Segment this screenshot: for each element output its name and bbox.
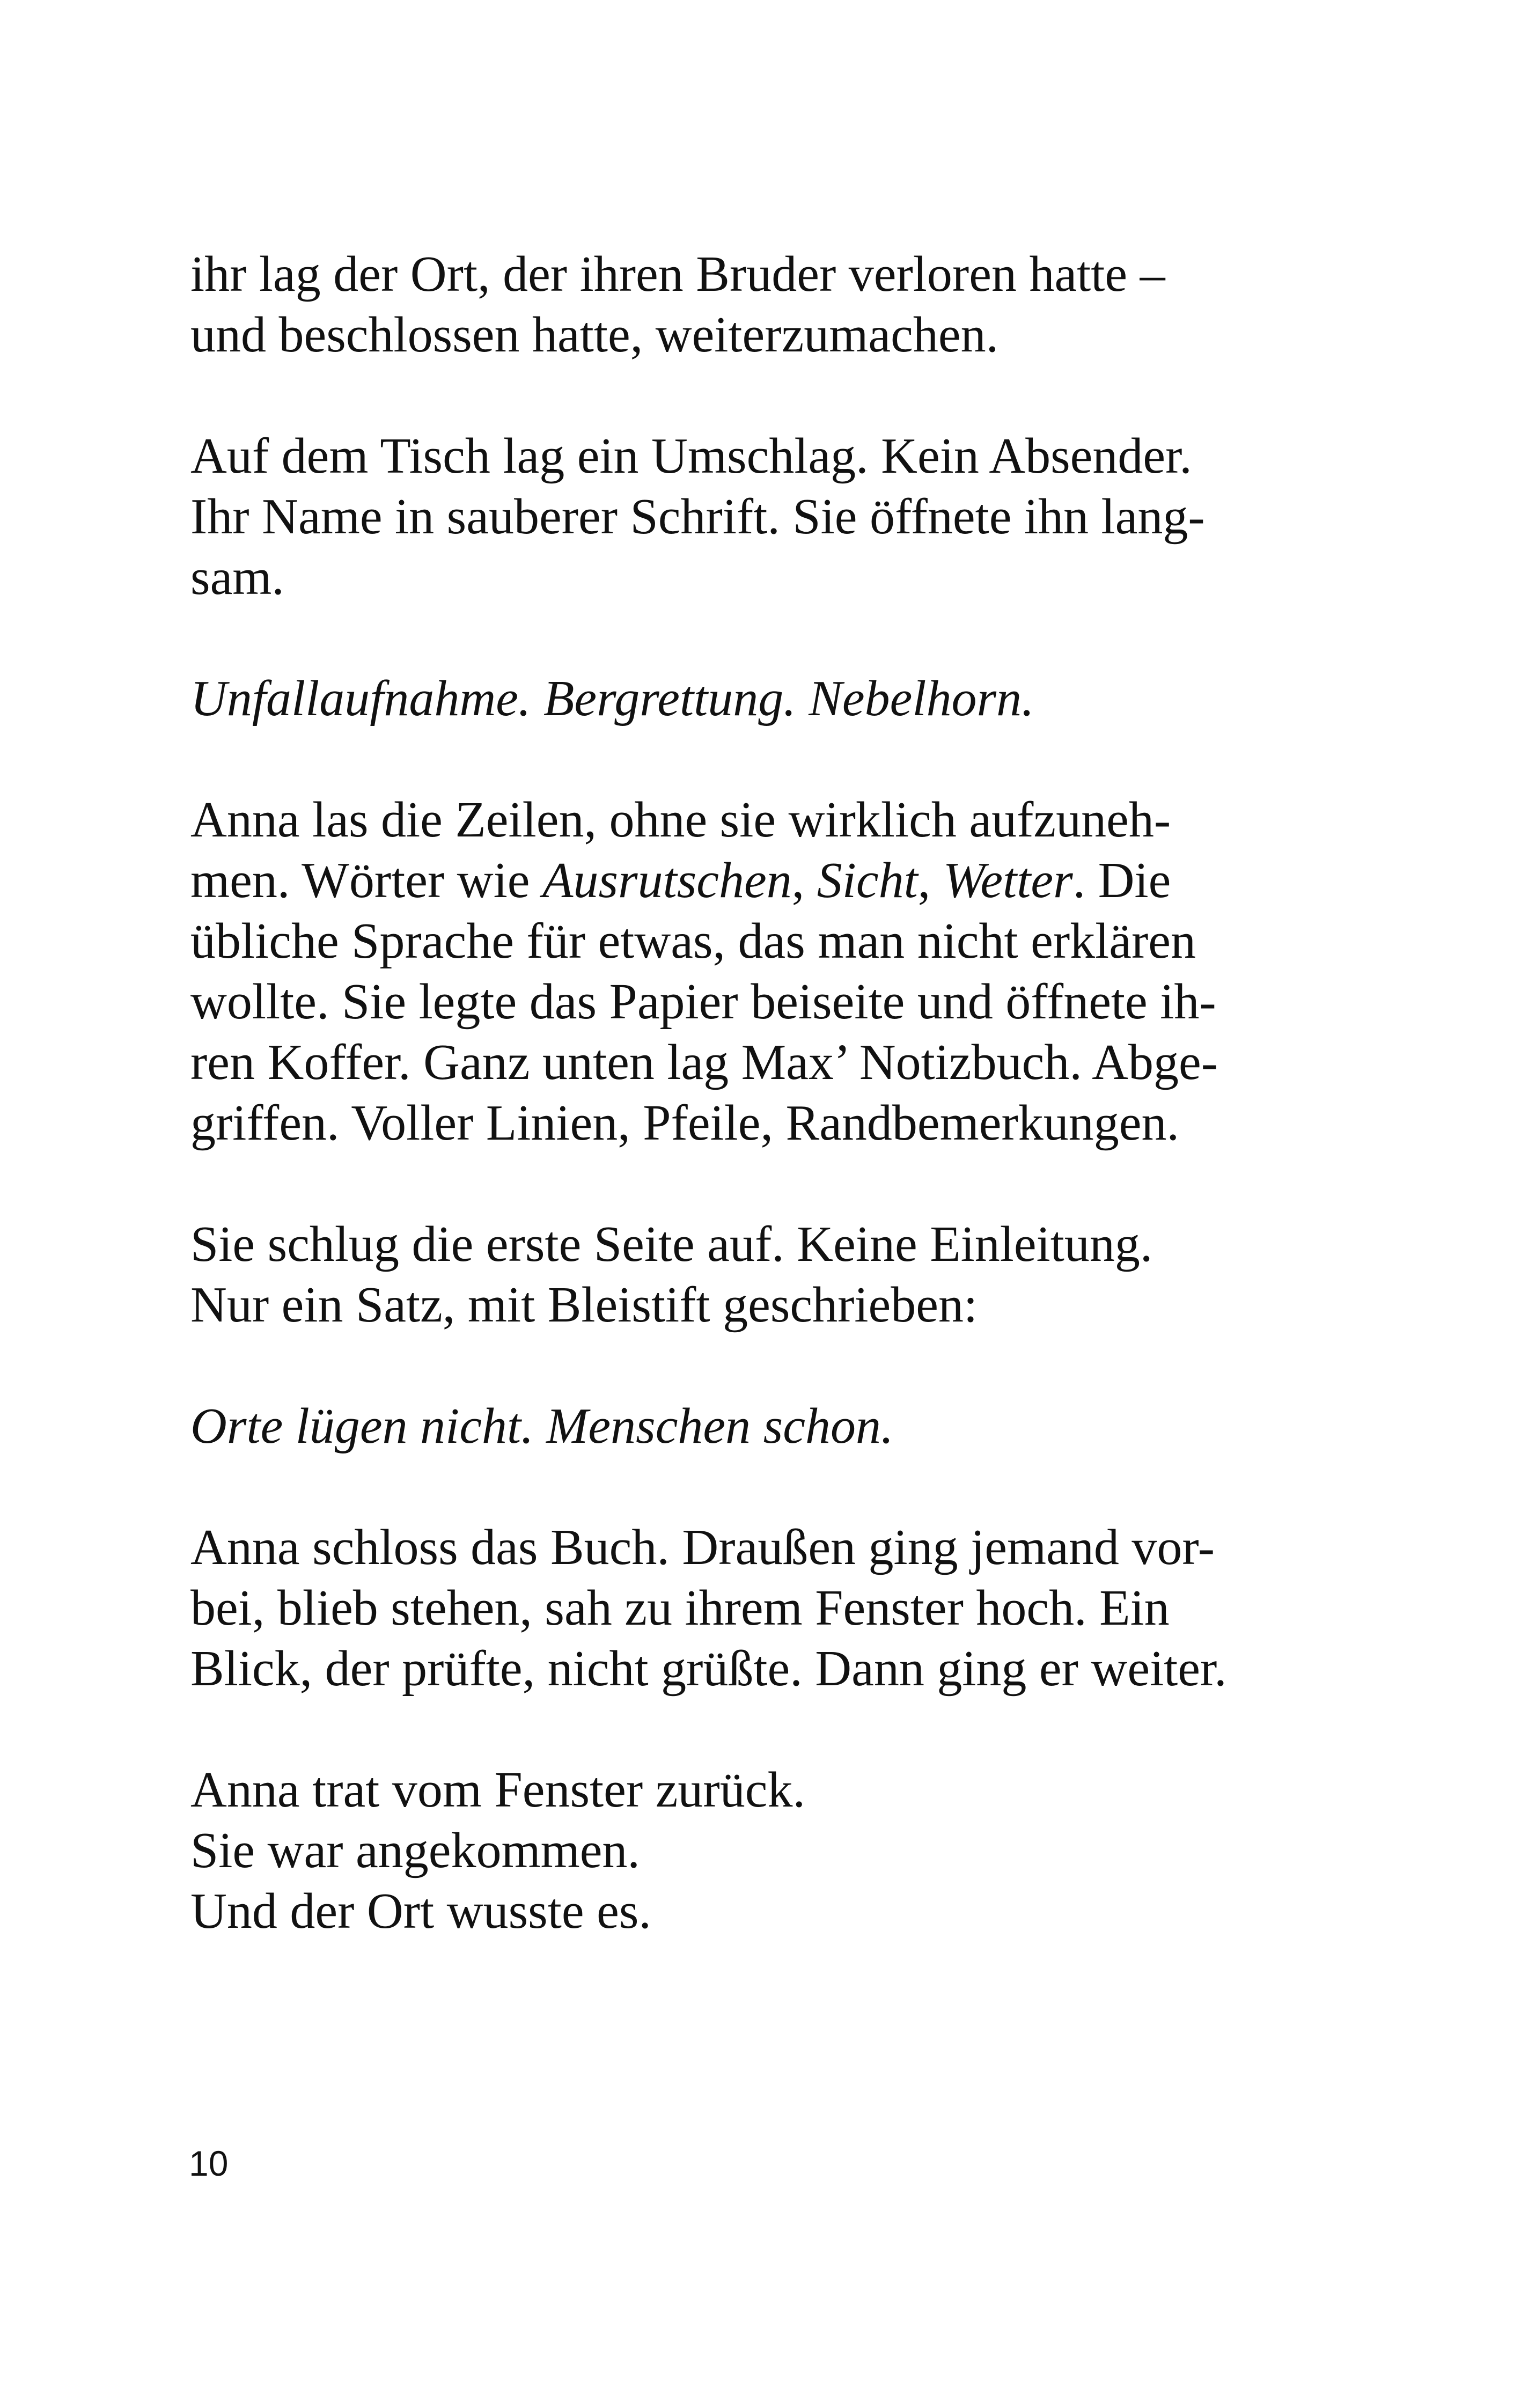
text-line: sam. bbox=[190, 549, 284, 605]
text-line: Und der Ort wusste es. bbox=[190, 1883, 651, 1939]
text-segment: men. Wörter wie bbox=[190, 853, 543, 908]
paragraph-2 bbox=[190, 426, 1344, 608]
italic-word: Ausrutschen bbox=[542, 853, 792, 908]
paragraph-3-italic bbox=[190, 669, 1344, 729]
text-line: wollte. Sie legte das Papier beiseite und öffnete ih- bbox=[190, 974, 1216, 1030]
paragraph-5 bbox=[190, 1214, 1344, 1335]
text-line: ihr lag der Ort, der ihren Bruder verloren hatte – bbox=[190, 246, 1165, 302]
paragraph-7 bbox=[190, 1517, 1344, 1699]
italic-word: Wetter bbox=[943, 853, 1073, 908]
text-segment: . Die bbox=[1072, 853, 1171, 908]
text-segment: , bbox=[917, 853, 943, 908]
paragraph-8 bbox=[190, 1760, 1344, 1942]
text-line: Auf dem Tisch lag ein Umschlag. Kein Absender. bbox=[190, 428, 1192, 484]
paragraph-1 bbox=[190, 244, 1344, 365]
italic-text-line: Unfallaufnahme. Bergrettung. Nebelhorn. bbox=[190, 671, 1034, 726]
text-line: Anna las die Zeilen, ohne sie wirklich aufzuneh- bbox=[190, 792, 1171, 848]
text-line-mixed bbox=[190, 850, 1344, 911]
text-line: Nur ein Satz, mit Bleistift geschrieben: bbox=[190, 1277, 978, 1333]
text-line: Anna trat vom Fenster zurück. bbox=[190, 1762, 805, 1818]
text-line: ren Koffer. Ganz unten lag Max’ Notizbuch. Abge- bbox=[190, 1034, 1218, 1090]
page-number: 10 bbox=[189, 2143, 229, 2183]
text-line: bei, blieb stehen, sah zu ihrem Fenster hoch. Ein bbox=[190, 1580, 1170, 1636]
italic-text-line: Orte lügen nicht. Menschen schon. bbox=[190, 1398, 894, 1454]
body-text bbox=[190, 244, 1344, 2002]
text-line: Ihr Name in sauberer Schrift. Sie öffnete ihn lang- bbox=[190, 489, 1205, 545]
text-line: Sie war angekommen. bbox=[190, 1823, 640, 1878]
text-line: Anna schloss das Buch. Draußen ging jemand vor- bbox=[190, 1519, 1215, 1575]
text-line: Blick, der prüfte, nicht grüßte. Dann ging er weiter. bbox=[190, 1641, 1227, 1697]
text-line: übliche Sprache für etwas, das man nicht erklären bbox=[190, 913, 1196, 969]
text-line: griffen. Voller Linien, Pfeile, Randbemerkungen. bbox=[190, 1095, 1180, 1151]
paragraph-6-italic bbox=[190, 1396, 1344, 1457]
text-line: und beschlossen hatte, weiterzumachen. bbox=[190, 307, 999, 363]
italic-word: Sicht bbox=[817, 853, 918, 908]
text-segment: , bbox=[791, 853, 817, 908]
paragraph-4 bbox=[190, 790, 1344, 1154]
text-line: Sie schlug die erste Seite auf. Keine Einleitung. bbox=[190, 1216, 1153, 1272]
